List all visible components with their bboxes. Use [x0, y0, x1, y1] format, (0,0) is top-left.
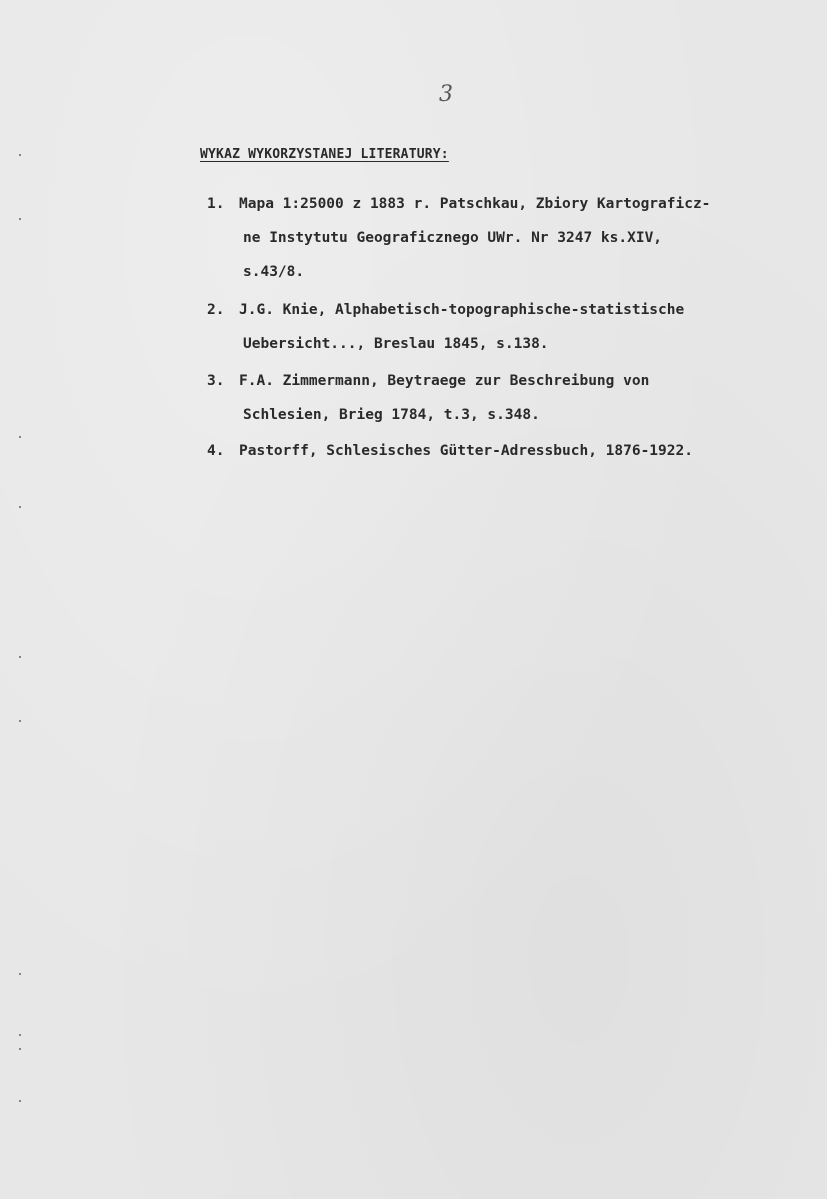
reference-text-line: F.A. Zimmermann, Beytraege zur Beschreibung von — [239, 373, 650, 389]
margin-mark — [19, 218, 21, 220]
margin-mark — [19, 1100, 21, 1102]
reference-text-line: ne Instytutu Geograficznego UWr. Nr 3247 ks.XIV, — [243, 230, 663, 246]
margin-mark — [19, 1048, 21, 1050]
reference-text-line: Pastorff, Schlesisches Gütter-Adressbuch, 1876-1922. — [239, 443, 693, 459]
reference-number: 4. — [207, 443, 225, 459]
margin-mark — [19, 436, 21, 438]
reference-text-line: Schlesien, Brieg 1784, t.3, s.348. — [243, 407, 540, 423]
reference-text-line: Uebersicht..., Breslau 1845, s.138. — [243, 336, 549, 352]
reference-text-line: s.43/8. — [243, 264, 305, 280]
margin-mark — [19, 154, 21, 156]
bibliography-heading: WYKAZ WYKORZYSTANEJ LITERATURY: — [200, 147, 449, 162]
margin-mark — [19, 1034, 21, 1036]
reference-item — [207, 434, 693, 468]
reference-number: 2. — [207, 302, 225, 318]
reference-item — [207, 293, 684, 361]
margin-mark — [19, 720, 21, 722]
margin-mark — [19, 973, 21, 975]
reference-number: 1. — [207, 196, 225, 212]
reference-text-line: J.G. Knie, Alphabetisch-topographische-statistische — [239, 302, 685, 318]
margin-mark — [19, 506, 21, 508]
margin-mark — [19, 656, 21, 658]
reference-number: 3. — [207, 373, 225, 389]
page-number: 3 — [439, 82, 453, 107]
reference-text-line: Mapa 1:25000 z 1883 r. Patschkau, Zbiory Kartograficz- — [239, 196, 711, 212]
reference-item — [207, 187, 710, 289]
reference-item — [207, 364, 649, 432]
